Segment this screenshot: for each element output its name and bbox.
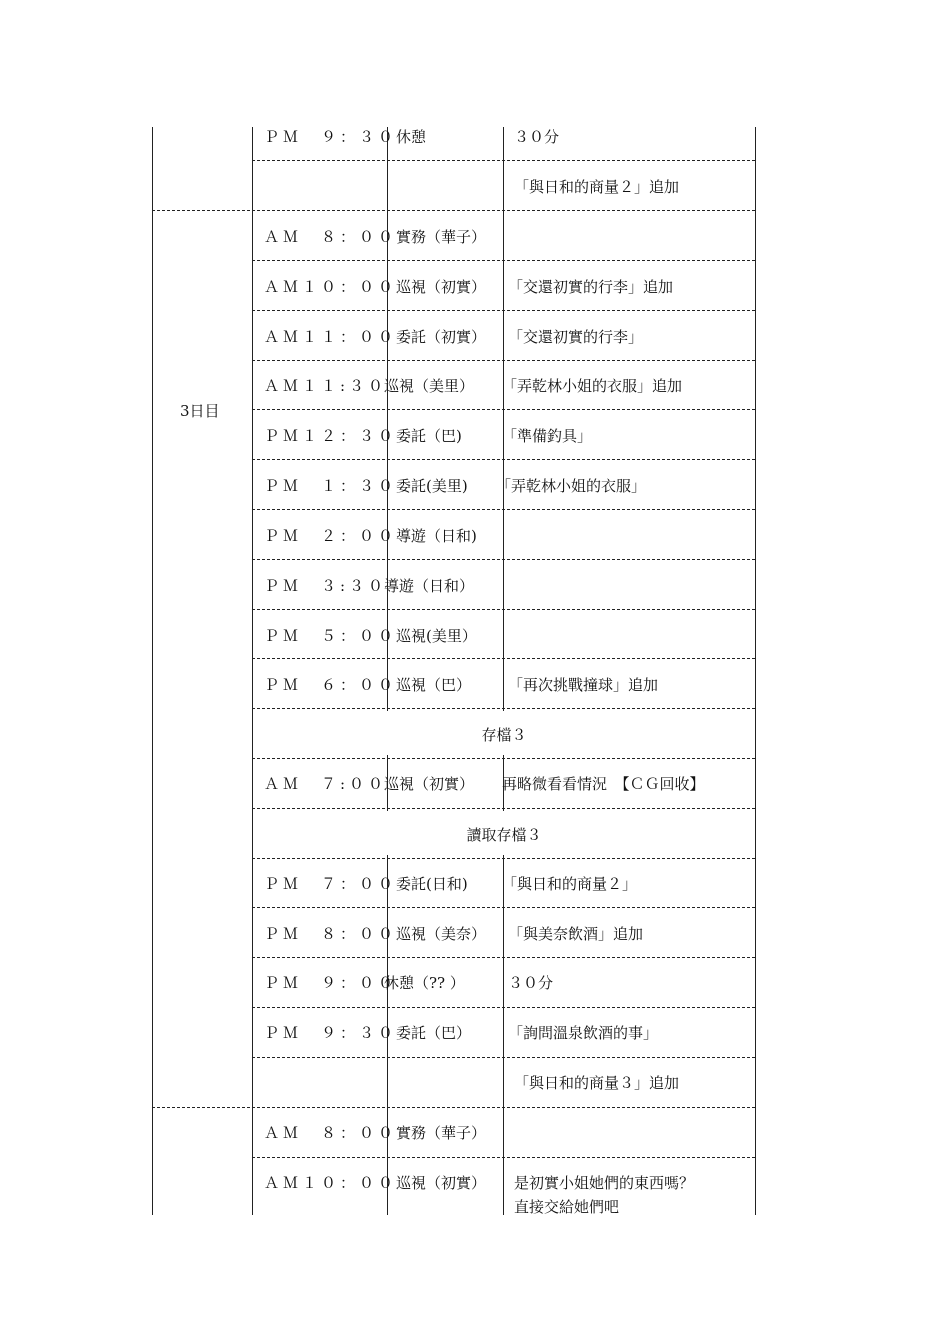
action-cell: 實務（華子）	[396, 1124, 487, 1142]
note-cell: ３０分	[514, 128, 560, 146]
action-cell: 巡視（初實）	[396, 278, 487, 296]
action-cell: 委託（初實）	[396, 328, 487, 346]
time-column-border	[252, 127, 253, 1215]
row-separator	[252, 1057, 755, 1058]
time-cell: ＰＭ １：３０	[264, 477, 398, 495]
note-cell: 「交還初實的行李」追加	[508, 278, 674, 296]
row-separator	[252, 509, 755, 510]
row-separator	[252, 758, 755, 759]
load-label: 讀取存檔３	[466, 826, 542, 844]
action-cell: 導遊（日和)	[396, 527, 477, 545]
note-cell: ３０分	[508, 974, 554, 992]
row-separator	[252, 609, 755, 610]
action-cell: 委託(美里)	[396, 477, 468, 495]
note-cell: 「交還初實的行李」	[508, 328, 644, 346]
action-cell: 巡視(美里）	[396, 627, 477, 645]
day-label: 3日目	[180, 402, 220, 420]
right-border	[755, 127, 756, 1215]
action-cell: 休憩（?? ）	[384, 974, 465, 992]
note-cell: 「弄乾林小姐的衣服」	[496, 477, 647, 495]
action-cell: 委託（巴)	[396, 427, 462, 445]
time-cell: ＡＭ１１:３０	[264, 377, 388, 395]
note-cell: 「再次挑戰撞球」追加	[508, 676, 659, 694]
row-separator	[252, 708, 755, 709]
day-separator	[152, 210, 755, 211]
time-cell: ＰＭ ３:３０	[264, 577, 388, 595]
action-cell: 巡視（美奈）	[396, 925, 487, 943]
note-cell: 「與日和的商量２」	[502, 875, 638, 893]
day-separator	[152, 1107, 755, 1108]
time-cell: ＰＭ ２：００	[264, 527, 398, 545]
action-cell: 巡視（巴）	[396, 676, 472, 694]
row-separator	[252, 858, 755, 859]
row-separator	[252, 1157, 755, 1158]
row-separator	[252, 559, 755, 560]
time-cell: ＰＭ ９：００	[264, 974, 398, 992]
row-separator	[252, 409, 755, 410]
action-cell: 巡視（初實）	[396, 1174, 487, 1192]
time-cell: ＡＭ１０：００	[264, 1174, 398, 1192]
action-cell: 委託（巴）	[396, 1024, 472, 1042]
row-separator	[252, 957, 755, 958]
note-column-border	[503, 127, 504, 1215]
time-cell: ＰＭ１２：３０	[264, 427, 398, 445]
action-cell: 巡視（美里）	[384, 377, 475, 395]
time-cell: ＰＭ ９：３０	[264, 1024, 398, 1042]
time-cell: ＰＭ ６：００	[264, 676, 398, 694]
note-cell: 直接交給她們吧	[514, 1198, 620, 1216]
note-cell: 「詢問溫泉飲酒的事」	[508, 1024, 659, 1042]
note-cell: 再略微看看情況 【ＣＧ回收】	[502, 775, 705, 793]
row-separator	[252, 658, 755, 659]
action-cell: 委託(日和)	[396, 875, 468, 893]
row-separator	[252, 160, 755, 161]
row-separator	[252, 459, 755, 460]
note-cell: 「弄乾林小姐的衣服」追加	[502, 377, 683, 395]
time-cell: ＡＭ１０：００	[264, 278, 398, 296]
row-separator	[252, 1007, 755, 1008]
row-separator	[252, 907, 755, 908]
row-separator	[252, 360, 755, 361]
left-border	[152, 127, 153, 1215]
time-cell: ＰＭ ７：００	[264, 875, 398, 893]
action-cell: 實務（華子）	[396, 228, 487, 246]
note-cell: 「與日和的商量２」追加	[514, 178, 680, 196]
row-separator	[252, 310, 755, 311]
time-cell: ＰＭ ８：００	[264, 925, 398, 943]
note-cell: 「與美奈飲酒」追加	[508, 925, 644, 943]
action-cell: 休憩	[396, 128, 427, 146]
time-cell: ＡＭ１１：００	[264, 328, 398, 346]
action-cell: 導遊（日和）	[384, 577, 475, 595]
time-cell: ＡＭ ７:００	[264, 775, 388, 793]
save-label: 存檔３	[481, 726, 527, 744]
row-separator	[252, 260, 755, 261]
note-cell: 是初實小姐她們的東西嗎？	[514, 1174, 695, 1192]
note-cell: 「與日和的商量３」追加	[514, 1074, 680, 1092]
action-cell: 巡視（初實）	[384, 775, 475, 793]
note-cell: 「準備釣具」	[502, 427, 593, 445]
time-cell: ＰＭ ９：３０	[264, 128, 398, 146]
time-cell: ＰＭ ５：００	[264, 627, 398, 645]
time-cell: ＡＭ ８：００	[264, 1124, 398, 1142]
row-separator	[252, 808, 755, 809]
time-cell: ＡＭ ８：００	[264, 228, 398, 246]
